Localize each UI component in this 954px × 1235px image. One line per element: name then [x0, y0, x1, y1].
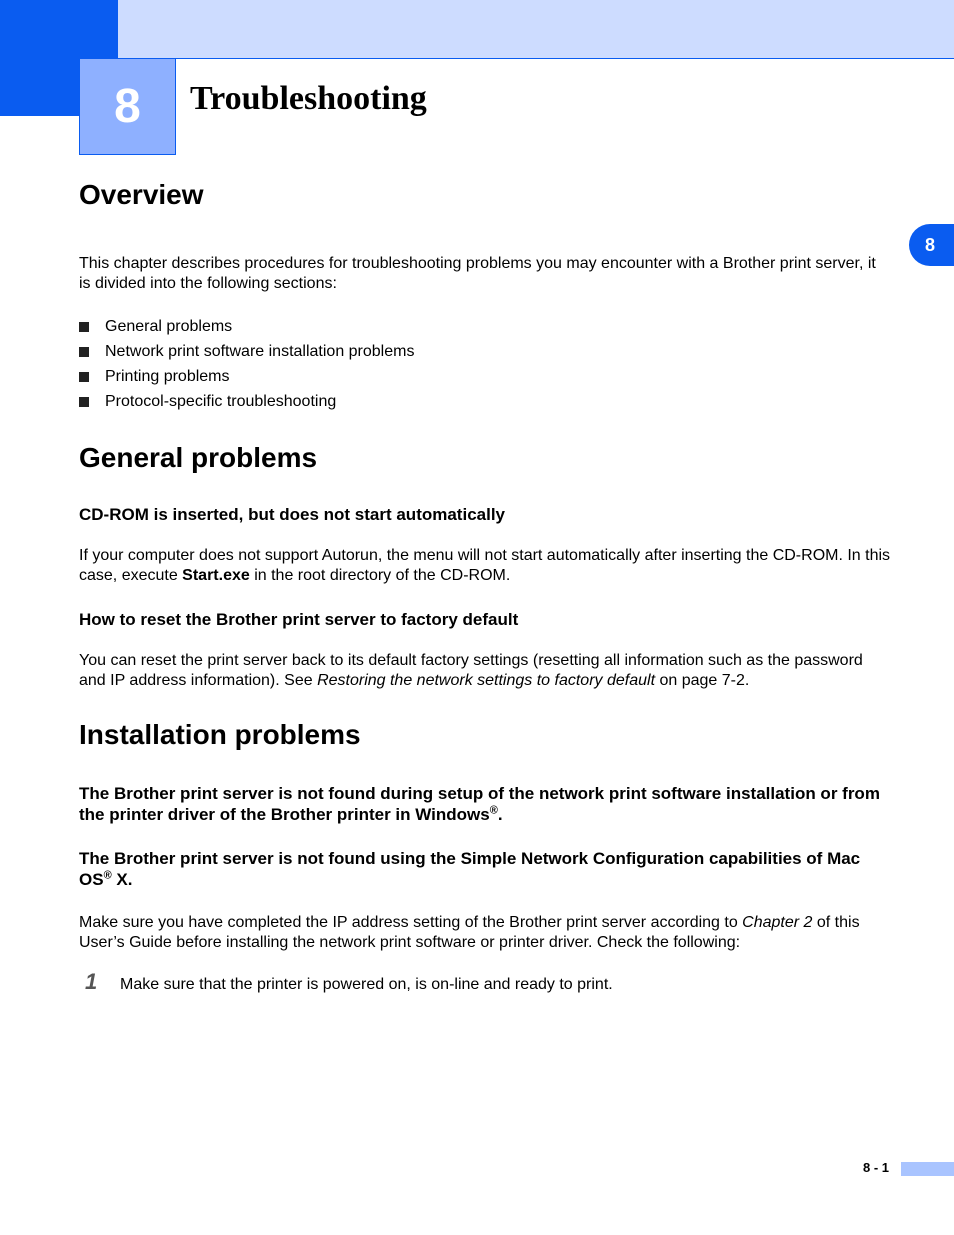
- list-item: Network print software installation problems: [79, 339, 891, 364]
- chapter-number-box: 8: [79, 58, 176, 155]
- step-text: Make sure that the printer is powered on, is on-line and ready to print.: [120, 976, 613, 993]
- step-number: 1: [85, 969, 98, 994]
- chapter-reference: Chapter 2: [742, 914, 813, 931]
- list-item: Printing problems: [79, 364, 891, 389]
- chapter-title: Troubleshooting: [190, 80, 427, 117]
- list-item: General problems: [79, 314, 891, 339]
- bullet-square-icon: [79, 322, 89, 332]
- list-item: Protocol-specific troubleshooting: [79, 389, 891, 414]
- cdrom-paragraph: If your computer does not support Autorun, the menu will not start automatically after inserting the CD-ROM. In this case, execute Start.exe in the root directory of the CD-ROM.: [79, 547, 891, 584]
- cross-reference: Restoring the network settings to factory default: [317, 672, 656, 689]
- reset-heading: How to reset the Brother print server to factory default: [79, 610, 519, 629]
- cdrom-heading: CD-ROM is inserted, but does not start automatically: [79, 505, 506, 524]
- chapter-side-tab: 8: [909, 224, 954, 266]
- installation-paragraph: Make sure you have completed the IP address setting of the Brother print server according to Chapter 2 of this User’s Guide before installing the network print software or printer driver. Check the following:: [79, 914, 860, 951]
- installation-subheading-windows: The Brother print server is not found during setup of the network print software installation or from the printer driver of the Brother printer in Windows®.: [79, 784, 880, 824]
- bullet-square-icon: [79, 397, 89, 407]
- step-item: [79, 969, 891, 995]
- header-band: [118, 0, 954, 59]
- installation-subheading-mac: The Brother print server is not found using the Simple Network Configuration capabilities of Mac OS® X.: [79, 849, 861, 889]
- page-number: 8 - 1: [863, 1160, 890, 1175]
- footer-accent-bar: [901, 1162, 954, 1176]
- overview-intro: This chapter describes procedures for troubleshooting problems you may encounter with a Brother print server, it is divided into the following sections:: [79, 255, 876, 292]
- reset-paragraph: You can reset the print server back to its default factory settings (resetting all information such as the password and IP address information). See Restoring the network settings to factory default on page 7-2.: [79, 652, 863, 689]
- overview-heading: Overview: [79, 179, 204, 210]
- page-content: [79, 178, 891, 995]
- installation-problems-heading: Installation problems: [79, 719, 361, 750]
- overview-section-list: [79, 314, 891, 414]
- bullet-square-icon: [79, 372, 89, 382]
- bullet-square-icon: [79, 347, 89, 357]
- general-problems-heading: General problems: [79, 442, 318, 473]
